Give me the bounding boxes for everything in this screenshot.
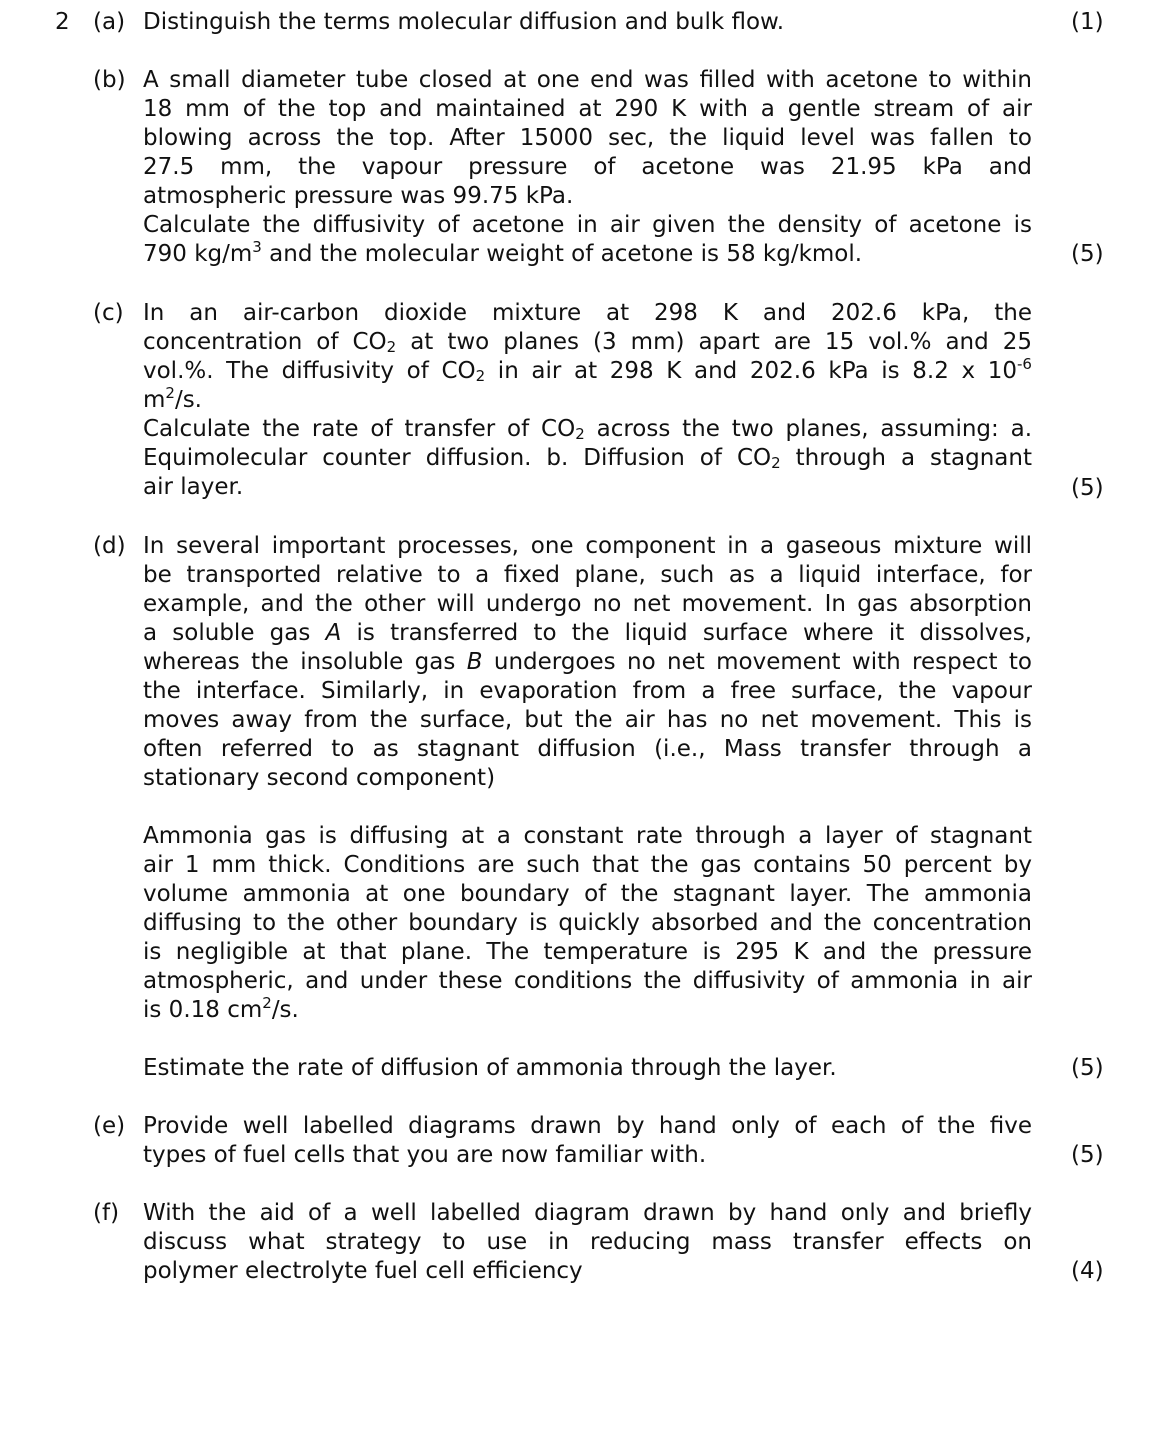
part-text [143,8,1032,37]
text-line: Provide well labelled diagrams drawn by hand only of each of the five [143,1113,1032,1139]
italic-symbol: A [325,620,342,646]
text-line [143,444,1032,473]
part-label: (b) [93,67,126,93]
text-run: m [143,387,166,413]
italic-symbol: B [466,649,483,675]
marks-badge: (5) [1071,475,1104,501]
text-run: through a stagnant [780,445,1032,471]
text-run: Calculate the rate of transfer of CO [143,416,576,442]
text-line [143,328,1032,357]
marks-badge: (1) [1071,9,1104,35]
marks-badge: (5) [1071,241,1104,267]
text-run: undergoes no net movement with respect to [482,649,1032,675]
text-run: at two planes (3 mm) apart are 15 vol.% and 25 [396,329,1033,355]
text-run: in air at 298 K and 202.6 kPa is 8.2 x 10 [485,358,1018,384]
superscript: -6 [1017,355,1032,373]
part-text [143,299,1032,502]
part-label: (c) [93,300,124,326]
text-run: is 0.18 cm [143,997,263,1023]
text-line: Distinguish the terms molecular diffusion and bulk flow. [143,9,785,35]
text-line: be transported relative to a fixed plane, such as a liquid interface, for [143,562,1032,588]
text-run: across the two planes, assuming: a. [584,416,1033,442]
text-line: With the aid of a well labelled diagram drawn by hand only and briefly [143,1200,1032,1226]
text-line: the interface. Similarly, in evaporation from a free surface, the vapour [143,678,1032,704]
text-line [143,415,1032,444]
text-run: 790 kg/m [143,241,253,267]
superscript: 3 [252,238,262,256]
part-label: (a) [93,9,126,35]
subscript: 2 [475,367,486,385]
text-line: types of fuel cells that you are now familiar with. [143,1142,707,1168]
text-line: air 1 mm thick. Conditions are such that the gas contains 50 percent by [143,852,1032,878]
text-line: polymer electrolyte fuel cell efficiency [143,1258,583,1284]
superscript: 2 [262,994,272,1012]
text-line: 27.5 mm, the vapour pressure of acetone was 21.95 kPa and [143,154,1032,180]
text-run: /s. [174,387,202,413]
text-line: 18 mm of the top and maintained at 290 K with a gentle stream of air [143,96,1032,122]
text-line: In an air-carbon dioxide mixture at 298 K and 202.6 kPa, the [143,300,1032,326]
text-line: often referred to as stagnant diffusion (i.e., Mass transfer through a [143,736,1032,762]
question-number: 2 [55,9,70,35]
text-line: stationary second component) [143,765,496,791]
text-line: volume ammonia at one boundary of the stagnant layer. The ammonia [143,881,1032,907]
text-line: Estimate the rate of diffusion of ammonia through the layer. [143,1055,837,1081]
part-label: (d) [93,533,126,559]
marks-badge: (5) [1071,1055,1104,1081]
text-line [143,386,1032,415]
superscript: 2 [165,384,175,402]
part-label: (e) [93,1113,126,1139]
marks-badge: (5) [1071,1142,1104,1168]
text-line: Calculate the diffusivity of acetone in air given the density of acetone is [143,212,1032,238]
text-line: Ammonia gas is diffusing at a constant rate through a layer of stagnant [143,823,1032,849]
text-line [143,648,1032,677]
marks-badge: (4) [1071,1258,1104,1284]
subscript: 2 [575,425,585,443]
text-line: atmospheric pressure was 99.75 kPa. [143,183,574,209]
text-run: vol.%. The diffusivity of CO [143,358,476,384]
part-text [143,1199,1032,1286]
text-run: concentration of CO [143,329,387,355]
subscript: 2 [386,338,397,356]
text-line: discuss what strategy to use in reducing mass transfer effects on [143,1229,1032,1255]
text-line: moves away from the surface, but the air has no net movement. This is [143,707,1032,733]
text-run: a soluble gas [143,620,326,646]
part-text [143,532,1032,1083]
text-line: In several important processes, one component in a gaseous mixture will [143,533,1032,559]
text-line: example, and the other will undergo no net movement. In gas absorption [143,591,1032,617]
text-run: whereas the insoluble gas [143,649,467,675]
text-line [143,240,1032,269]
text-line [143,619,1032,648]
text-run: Equimolecular counter diffusion. b. Diffusion of CO [143,445,772,471]
text-line: atmospheric, and under these conditions the diffusivity of ammonia in air [143,968,1032,994]
text-line: air layer. [143,474,244,500]
text-run: and the molecular weight of acetone is 58 kg/kmol. [261,241,863,267]
text-run: /s. [271,997,299,1023]
text-line: blowing across the top. After 15000 sec, the liquid level was fallen to [143,125,1032,151]
subscript: 2 [771,454,781,472]
text-line [143,357,1032,386]
part-text [143,1112,1032,1170]
text-line [143,996,1032,1025]
text-line: is negligible at that plane. The temperature is 295 K and the pressure [143,939,1032,965]
part-label: (f) [93,1200,120,1226]
text-run: is transferred to the liquid surface where it dissolves, [341,620,1032,646]
part-text [143,66,1032,269]
text-line: diffusing to the other boundary is quickly absorbed and the concentration [143,910,1032,936]
text-line: A small diameter tube closed at one end was filled with acetone to within [143,67,1032,93]
